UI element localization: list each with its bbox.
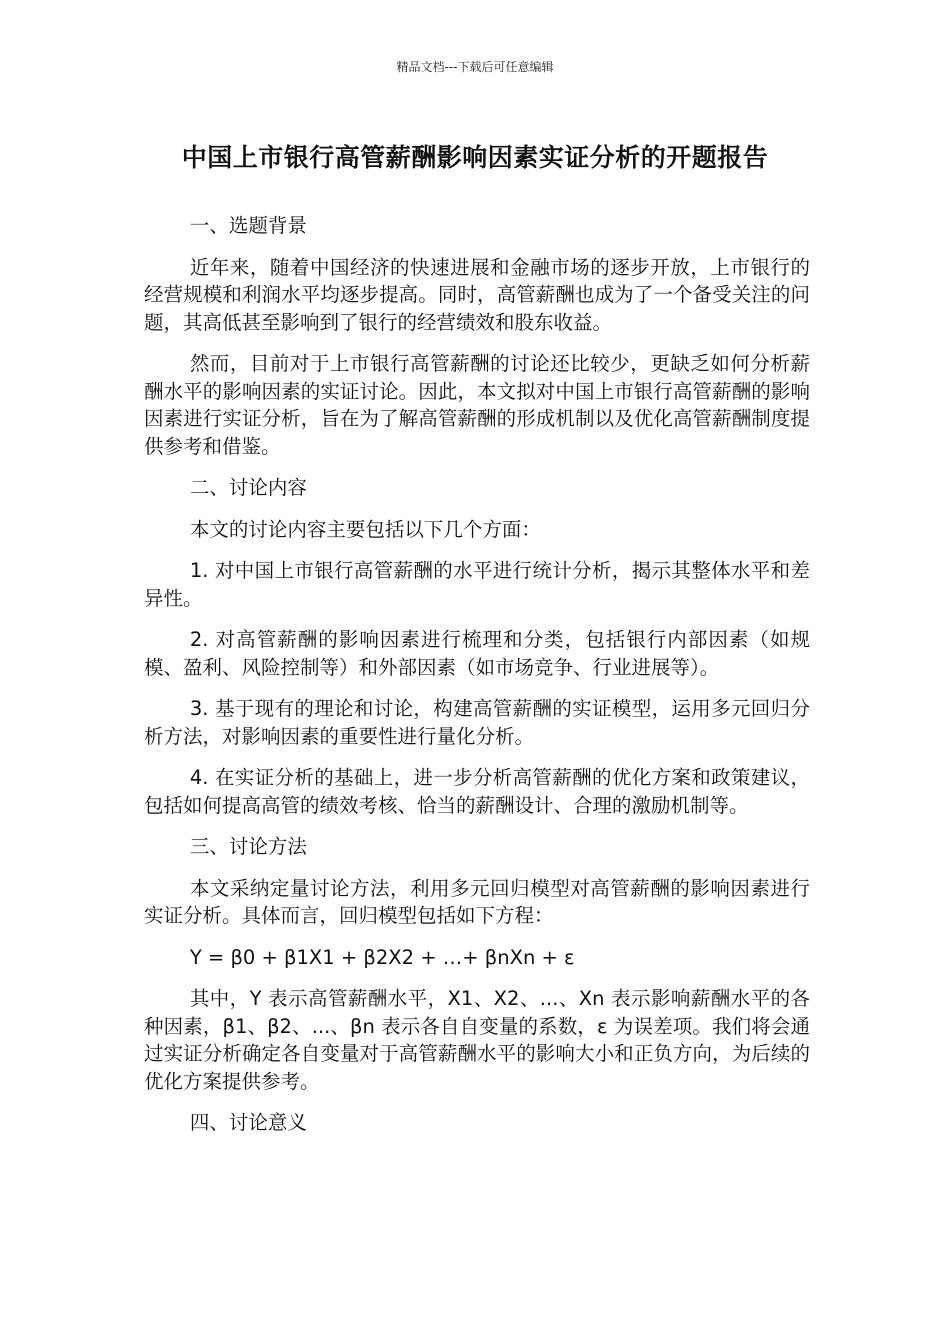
document-body (144, 212, 810, 1151)
method-paragraph-1: 本文采纳定量讨论方法，利用多元回归模型对高管薪酬的影响因素进行实证分析。具体而言，回归模型包括如下方程： (144, 876, 810, 927)
section-heading-significance: 四、讨论意义 (189, 1111, 307, 1134)
background-paragraph-1: 近年来，随着中国经济的快速进展和金融市场的逐步开放，上市银行的经营规模和利润水平均逐步提高。同时，高管薪酬也成为了一个备受关注的问题，其高低甚至影响到了银行的经营绩效和股东收益。 (144, 255, 810, 334)
method-paragraph-2: 其中，Y 表示高管薪酬水平，X1、X2、...、Xn 表示影响薪酬水平的各种因素，β1、β2、...、βn 表示各自自变量的系数，ε 为误差项。我们将会通过实证分析确定各自变量对于高管薪酬水平的影响大小和正负方向，为后续的优化方案提供参考。 (144, 987, 810, 1093)
background-paragraph-2: 然而，目前对于上市银行高管薪酬的讨论还比较少，更缺乏如何分析薪酬水平的影响因素的实证讨论。因此，本文拟对中国上市银行高管薪酬的影响因素进行实证分析，旨在为了解高管薪酬的形成机制以及优化高管薪酬制度提供参考和借鉴。 (144, 352, 810, 458)
regression-formula: Y = β0 + β1X1 + β2X2 + …+ βnXn + ε (189, 945, 575, 969)
content-list-item-3: 3. 基于现有的理论和讨论，构建高管薪酬的实证模型，运用多元回归分析方法，对影响因素的重要性进行量化分析。 (144, 697, 810, 748)
page-header: 精品文档---下载后可任意编辑 (396, 60, 554, 74)
content-list-item-2: 2. 对高管薪酬的影响因素进行梳理和分类，包括银行内部因素（如规模、盈利、风险控制等）和外部因素（如市场竞争、行业进展等）。 (144, 628, 810, 679)
section-heading-method: 三、讨论方法 (189, 835, 307, 858)
section-heading-content: 二、讨论内容 (189, 476, 307, 499)
content-intro-paragraph: 本文的讨论内容主要包括以下几个方面： (189, 517, 541, 541)
section-heading-background: 一、选题背景 (189, 214, 307, 237)
content-list-item-4: 4. 在实证分析的基础上，进一步分析高管薪酬的优化方案和政策建议，包括如何提高高管的绩效考核、恰当的薪酬设计、合理的激励机制等。 (144, 766, 810, 817)
content-list-item-1: 1. 对中国上市银行高管薪酬的水平进行统计分析，揭示其整体水平和差异性。 (144, 559, 810, 610)
document-title: 中国上市银行高管薪酬影响因素实证分析的开题报告 (181, 143, 769, 172)
